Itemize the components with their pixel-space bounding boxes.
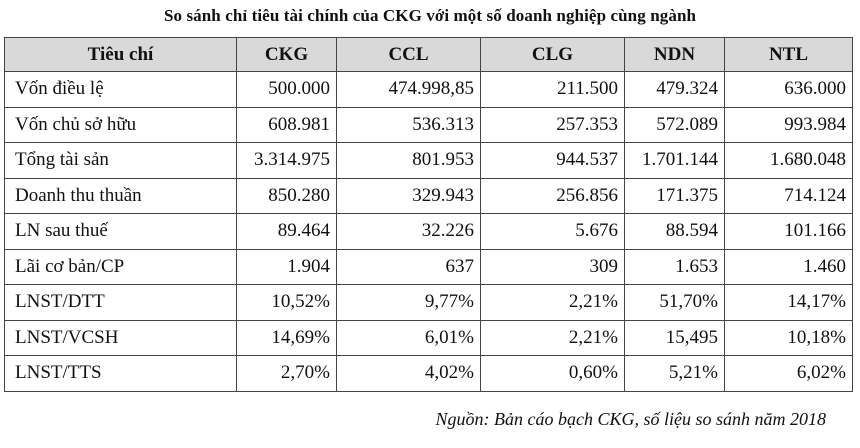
- cell-ccl: 329.943: [337, 178, 481, 214]
- row-label: Doanh thu thuần: [5, 178, 237, 214]
- table-row: [5, 214, 853, 250]
- cell-ckg: 608.981: [237, 107, 337, 143]
- row-label: Vốn chủ sở hữu: [5, 107, 237, 143]
- cell-ntl: 1.680.048: [725, 143, 853, 179]
- table-row: [5, 178, 853, 214]
- cell-ccl: 6,01%: [337, 320, 481, 356]
- cell-ndn: 88.594: [625, 214, 725, 250]
- cell-ndn: 171.375: [625, 178, 725, 214]
- cell-clg: 5.676: [481, 214, 625, 250]
- cell-ckg: 850.280: [237, 178, 337, 214]
- cell-ndn: 572.089: [625, 107, 725, 143]
- cell-ckg: 3.314.975: [237, 143, 337, 179]
- cell-ccl: 4,02%: [337, 356, 481, 392]
- row-label: LNST/TTS: [5, 356, 237, 392]
- row-label: LN sau thuế: [5, 214, 237, 250]
- cell-ccl: 9,77%: [337, 285, 481, 321]
- table-row: [5, 285, 853, 321]
- cell-ndn: 5,21%: [625, 356, 725, 392]
- cell-ccl: 474.998,85: [337, 72, 481, 108]
- cell-ntl: 101.166: [725, 214, 853, 250]
- table-header-row: [5, 38, 853, 72]
- table-row: [5, 320, 853, 356]
- cell-ckg: 10,52%: [237, 285, 337, 321]
- table-row: [5, 249, 853, 285]
- cell-ckg: 500.000: [237, 72, 337, 108]
- header-ckg: CKG: [237, 38, 337, 72]
- table-row: [5, 72, 853, 108]
- cell-clg: 0,60%: [481, 356, 625, 392]
- table-row: [5, 107, 853, 143]
- cell-ndn: 1.653: [625, 249, 725, 285]
- row-label: Tổng tài sản: [5, 143, 237, 179]
- cell-ndn: 51,70%: [625, 285, 725, 321]
- header-clg: CLG: [481, 38, 625, 72]
- table-row: [5, 143, 853, 179]
- source-note: Nguồn: Bản cáo bạch CKG, số liệu so sánh năm 2018: [435, 409, 826, 429]
- cell-ckg: 1.904: [237, 249, 337, 285]
- header-ntl: NTL: [725, 38, 853, 72]
- cell-clg: 309: [481, 249, 625, 285]
- cell-ntl: 14,17%: [725, 285, 853, 321]
- header-ccl: CCL: [337, 38, 481, 72]
- cell-ccl: 32.226: [337, 214, 481, 250]
- cell-ckg: 89.464: [237, 214, 337, 250]
- cell-clg: 2,21%: [481, 320, 625, 356]
- cell-ntl: 636.000: [725, 72, 853, 108]
- cell-clg: 2,21%: [481, 285, 625, 321]
- cell-ckg: 2,70%: [237, 356, 337, 392]
- row-label: Vốn điều lệ: [5, 72, 237, 108]
- row-label: LNST/VCSH: [5, 320, 237, 356]
- cell-clg: 211.500: [481, 72, 625, 108]
- cell-ntl: 714.124: [725, 178, 853, 214]
- cell-ndn: 479.324: [625, 72, 725, 108]
- cell-ntl: 6,02%: [725, 356, 853, 392]
- header-criteria: Tiêu chí: [5, 38, 237, 72]
- cell-ndn: 15,495: [625, 320, 725, 356]
- cell-clg: 257.353: [481, 107, 625, 143]
- cell-ndn: 1.701.144: [625, 143, 725, 179]
- cell-ntl: 1.460: [725, 249, 853, 285]
- row-label: LNST/DTT: [5, 285, 237, 321]
- row-label: Lãi cơ bản/CP: [5, 249, 237, 285]
- cell-clg: 944.537: [481, 143, 625, 179]
- cell-clg: 256.856: [481, 178, 625, 214]
- cell-ccl: 536.313: [337, 107, 481, 143]
- cell-ccl: 637: [337, 249, 481, 285]
- cell-ntl: 993.984: [725, 107, 853, 143]
- header-ndn: NDN: [625, 38, 725, 72]
- cell-ccl: 801.953: [337, 143, 481, 179]
- cell-ntl: 10,18%: [725, 320, 853, 356]
- cell-ckg: 14,69%: [237, 320, 337, 356]
- table-title: So sánh chỉ tiêu tài chính của CKG với một số doanh nghiệp cùng ngành: [163, 6, 697, 25]
- financial-comparison-table: [4, 37, 853, 392]
- table-row: [5, 356, 853, 392]
